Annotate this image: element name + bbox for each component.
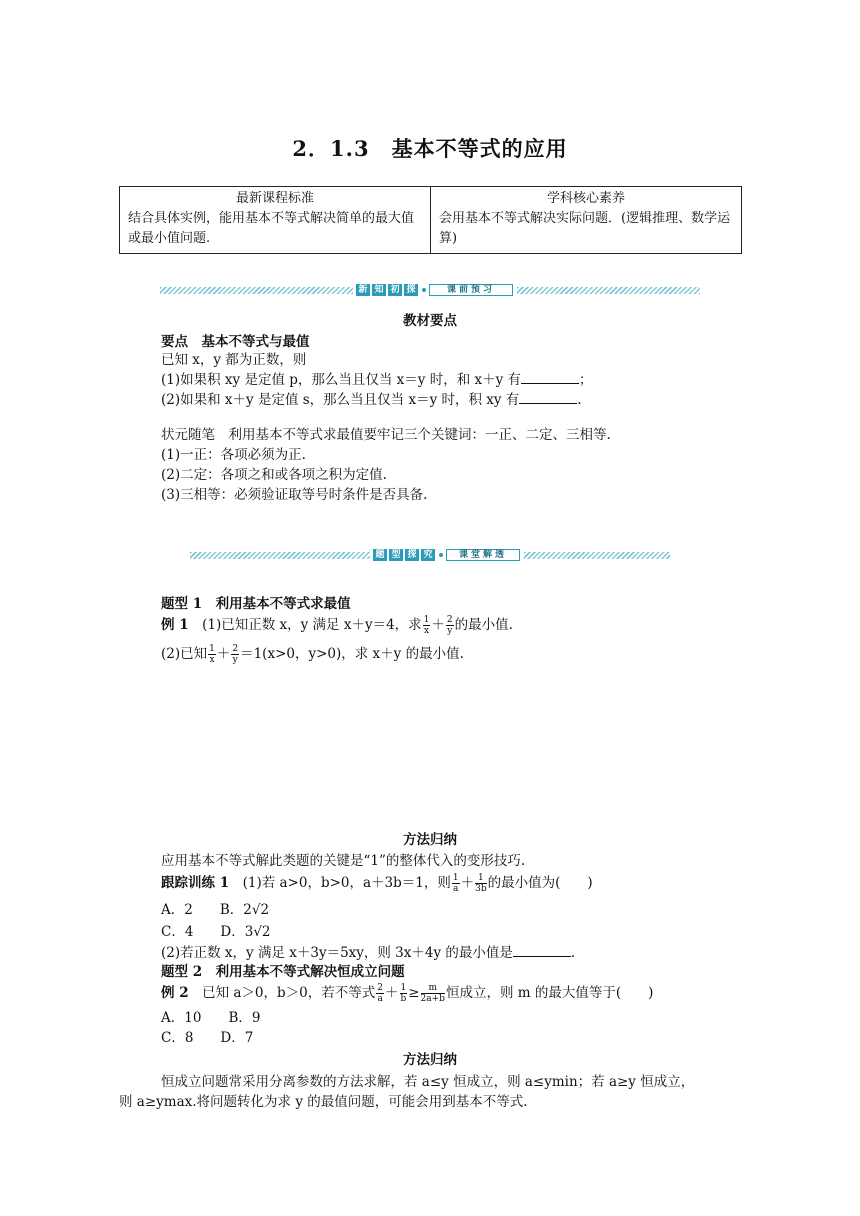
- curriculum-standard-header: 最新课程标准: [235, 191, 314, 206]
- question-text: (1)已知正数 x，y 满足 x＋y＝4，求: [202, 617, 422, 633]
- key-point-text: (2)如果和 x＋y 是定值 s，那么当且仅当 x＝y 时，积 xy 有: [161, 392, 520, 408]
- banner-chip: 型: [389, 549, 403, 561]
- fraction: $\frac{1}{x}$: [209, 644, 215, 665]
- option-c: C．4: [161, 924, 194, 940]
- core-literacy-header: 学科核心素养: [546, 191, 625, 206]
- options-row: [161, 898, 269, 918]
- options-row: [161, 920, 271, 940]
- training-label: 跟踪训练 1: [161, 875, 230, 891]
- note-line: 状元随笔 利用基本不等式求最值要牢记三个关键词：一正、二定、三相等.: [161, 427, 611, 443]
- banner-chip: 探: [405, 549, 419, 561]
- fraction: $\frac{1}{b}$: [400, 983, 407, 1004]
- banner-dot: [422, 288, 426, 292]
- key-point-line: (1)如果积 xy 是定值 p，那么当且仅当 x＝y 时，和 x＋y 有 ；: [161, 372, 593, 388]
- option-d: D．3√2: [220, 924, 271, 940]
- key-point-line: 已知 x，y 都为正数，则: [161, 352, 307, 368]
- banner-chip: 究: [421, 549, 435, 561]
- fraction: $\frac{2}{y}$: [232, 644, 239, 665]
- option-b: B．2√2: [219, 902, 270, 918]
- section-banner-preview: [160, 284, 700, 296]
- example-label: 例 2: [161, 985, 189, 1001]
- method-heading: 方法归纳: [403, 832, 457, 848]
- fraction: $\frac{1}{a}$: [452, 873, 459, 894]
- question-text: ＝1(x>0，y>0)，求 x＋y 的最小值.: [240, 646, 464, 662]
- question-text: (1)若 a>0，b>0，a＋3b＝1，则: [242, 875, 451, 891]
- question-text: 恒成立，则 m 的最大值等于( ): [445, 985, 654, 1001]
- method-heading: 方法归纳: [403, 1052, 457, 1068]
- banner-dot: [439, 553, 443, 557]
- note-line: (3)三相等：必须验证取等号时条件是否具备.: [161, 487, 428, 503]
- method-text: 恒成立问题常采用分离参数的方法求解，若 a≤y 恒成立，则 a≤ymin；若 a≥y 恒成立，: [161, 1074, 695, 1090]
- fraction: $\frac{m}{2a+b}$: [420, 983, 445, 1004]
- section-banner-class: [190, 549, 670, 561]
- key-point-text: (1)如果积 xy 是定值 p，那么当且仅当 x＝y 时，和 x＋y 有: [161, 372, 522, 388]
- answer-blank: [519, 391, 577, 404]
- fraction: $\frac{2}{a}$: [377, 983, 383, 1004]
- banner-stripe: [524, 552, 670, 559]
- training-question: (2)若正数 x，y 满足 x＋3y＝5xy，则 3x＋4y 的最小值是 .: [161, 945, 576, 961]
- answer-blank: [521, 371, 579, 384]
- question-type-title: 题型 2 利用基本不等式解决恒成立问题: [161, 964, 405, 980]
- key-point-line: (2)如果和 x＋y 是定值 s，那么当且仅当 x＝y 时，积 xy 有 .: [161, 392, 582, 408]
- example-question: 例 2 已知 a＞0，b＞0，若不等式 $\frac{2}{a}$ ＋ $\frac{1}{b}$ ≥ $\frac{m}{2a+b}$ 恒成立，则 m 的最大值等于( ): [161, 983, 654, 1004]
- banner-chip: 知: [372, 284, 386, 296]
- method-text: 应用基本不等式解此类题的关键是“1”的整体代入的变形技巧.: [161, 853, 526, 869]
- question-text: (2)若正数 x，y 满足 x＋3y＝5xy，则 3x＋4y 的最小值是: [161, 945, 513, 961]
- question-type-title: 题型 1 利用基本不等式求最值: [161, 596, 351, 612]
- option-d: D．7: [220, 1030, 254, 1046]
- fraction: $\frac{1}{3b}$: [475, 873, 487, 894]
- question-text: 已知 a＞0，b＞0，若不等式: [202, 985, 376, 1001]
- option-b: B．9: [228, 1010, 261, 1026]
- question-text: (2)已知: [161, 646, 208, 662]
- banner-stripe: [190, 552, 370, 559]
- banner-stripe: [517, 287, 700, 294]
- options-row: [161, 1006, 260, 1026]
- fraction: $\frac{1}{x}$: [423, 615, 430, 636]
- banner-stripe: [160, 287, 353, 294]
- banner-chip: 新: [356, 284, 370, 296]
- option-a: A．2: [161, 902, 193, 918]
- question-text: 的最小值为( ): [487, 875, 593, 891]
- options-row: [161, 1026, 253, 1046]
- note-line: (1)一正：各项必须为正.: [161, 447, 306, 463]
- banner-chip: 初: [388, 284, 402, 296]
- fraction: $\frac{2}{y}$: [446, 615, 453, 636]
- example-label: 例 1: [161, 617, 189, 633]
- example-question: (2)已知 $\frac{1}{x}$ ＋ $\frac{2}{y}$ ＝1(x>0，y>0)，求 x＋y 的最小值.: [161, 644, 464, 665]
- curriculum-standard-text: 结合具体实例，能用基本不等式解决简单的最大值或最小值问题.: [128, 211, 415, 246]
- banner-chip: 探: [404, 284, 418, 296]
- page-title: 2．1.3 基本不等式的应用: [292, 136, 568, 161]
- banner-chip: 题: [373, 549, 387, 561]
- curriculum-standard-cell: [120, 187, 431, 254]
- curriculum-standards-table: [119, 186, 742, 254]
- option-a: A．10: [161, 1010, 202, 1026]
- training-question: 跟踪训练 1 (1)若 a>0，b>0，a＋3b＝1，则 $\frac{1}{a}$ ＋ $\frac{1}{3b}$ 的最小值为( ): [161, 873, 593, 894]
- question-text: 的最小值.: [454, 617, 513, 633]
- method-text: 则 a≥ymax.将问题转化为求 y 的最值问题，可能会用到基本不等式.: [119, 1094, 528, 1110]
- example-question: 例 1 (1)已知正数 x，y 满足 x＋y＝4，求 $\frac{1}{x}$ ＋ $\frac{2}{y}$ 的最小值.: [161, 615, 513, 636]
- option-c: C．8: [161, 1030, 194, 1046]
- core-literacy-text: 会用基本不等式解决实际问题．(逻辑推理、数学运算): [439, 211, 731, 246]
- textbook-heading: 教材要点: [403, 313, 457, 329]
- key-point-title: 要点 基本不等式与最值: [161, 334, 310, 350]
- banner-tag: 课前预习: [429, 284, 513, 296]
- answer-blank: [513, 944, 571, 957]
- note-line: (2)二定：各项之和或各项之积为定值.: [161, 467, 387, 483]
- banner-tag: 课堂解透: [446, 549, 520, 561]
- core-literacy-cell: [431, 187, 742, 254]
